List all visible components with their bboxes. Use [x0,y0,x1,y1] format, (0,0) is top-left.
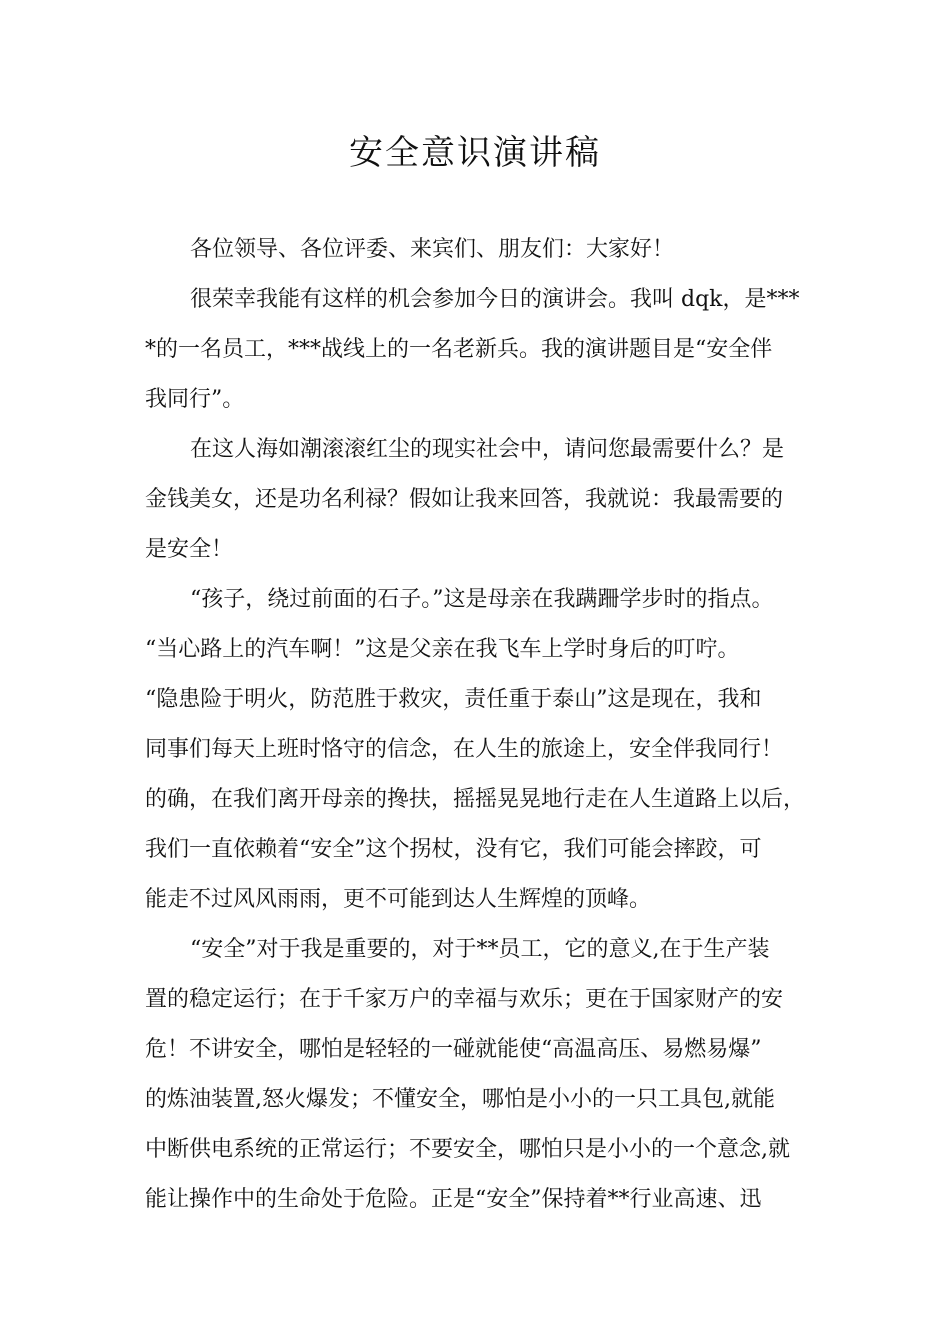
text-line: “当心路上的汽车啊！”这是父亲在我飞车上学时身后的叮咛。 [145,637,740,662]
text-line: 的确，在我们离开母亲的搀扶，摇摇晃晃地行走在人生道路上以后， [145,787,806,812]
text-line: 的炼油装置,怒火爆发；不懂安全，哪怕是小小的一只工具包,就能 [145,1087,775,1112]
text-line: “隐患险于明火，防范胜于救灾，责任重于泰山”这是现在，我和 [145,687,762,712]
text-line: 能走不过风风雨雨，更不可能到达人生辉煌的顶峰。 [145,887,652,912]
text-line: 置的稳定运行；在于千家万户的幸福与欢乐；更在于国家财产的安 [145,987,784,1012]
text-line: 能让操作中的生命处于危险。正是“安全”保持着**行业高速、迅 [145,1187,762,1212]
text-line: 很荣幸我能有这样的机会参加今日的演讲会。我叫 dqk，是*** [190,287,800,312]
text-line: 我同行”。 [145,387,245,412]
text-line: 是安全！ [145,537,234,562]
text-line: “安全”对于我是重要的，对于**员工，它的意义,在于生产装 [190,937,770,962]
text-line: 我们一直依赖着“安全”这个拐杖，没有它，我们可能会摔跤，可 [145,837,762,862]
text-line: 中断供电系统的正常运行；不要安全，哪怕只是小小的一个意念,就 [145,1137,790,1162]
text-line: 同事们每天上班时恪守的信念，在人生的旅途上，安全伴我同行！ [145,737,784,762]
document-title: 安全意识演讲稿 [349,133,601,173]
text-line: *的一名员工，***战线上的一名老新兵。我的演讲题目是“安全伴 [145,337,773,362]
text-line: “孩子，绕过前面的石子。”这是母亲在我蹒跚学步时的指点。 [190,587,774,612]
text-line: 在这人海如潮滚滚红尘的现实社会中，请问您最需要什么？是 [190,437,785,462]
text-line: 危！不讲安全，哪怕是轻轻的一碰就能使“高温高压、易燃易爆” [145,1037,762,1062]
text-line: 金钱美女，还是功名利禄？假如让我来回答，我就说：我最需要的 [145,487,784,512]
text-line: 各位领导、各位评委、来宾们、朋友们：大家好！ [190,237,675,262]
